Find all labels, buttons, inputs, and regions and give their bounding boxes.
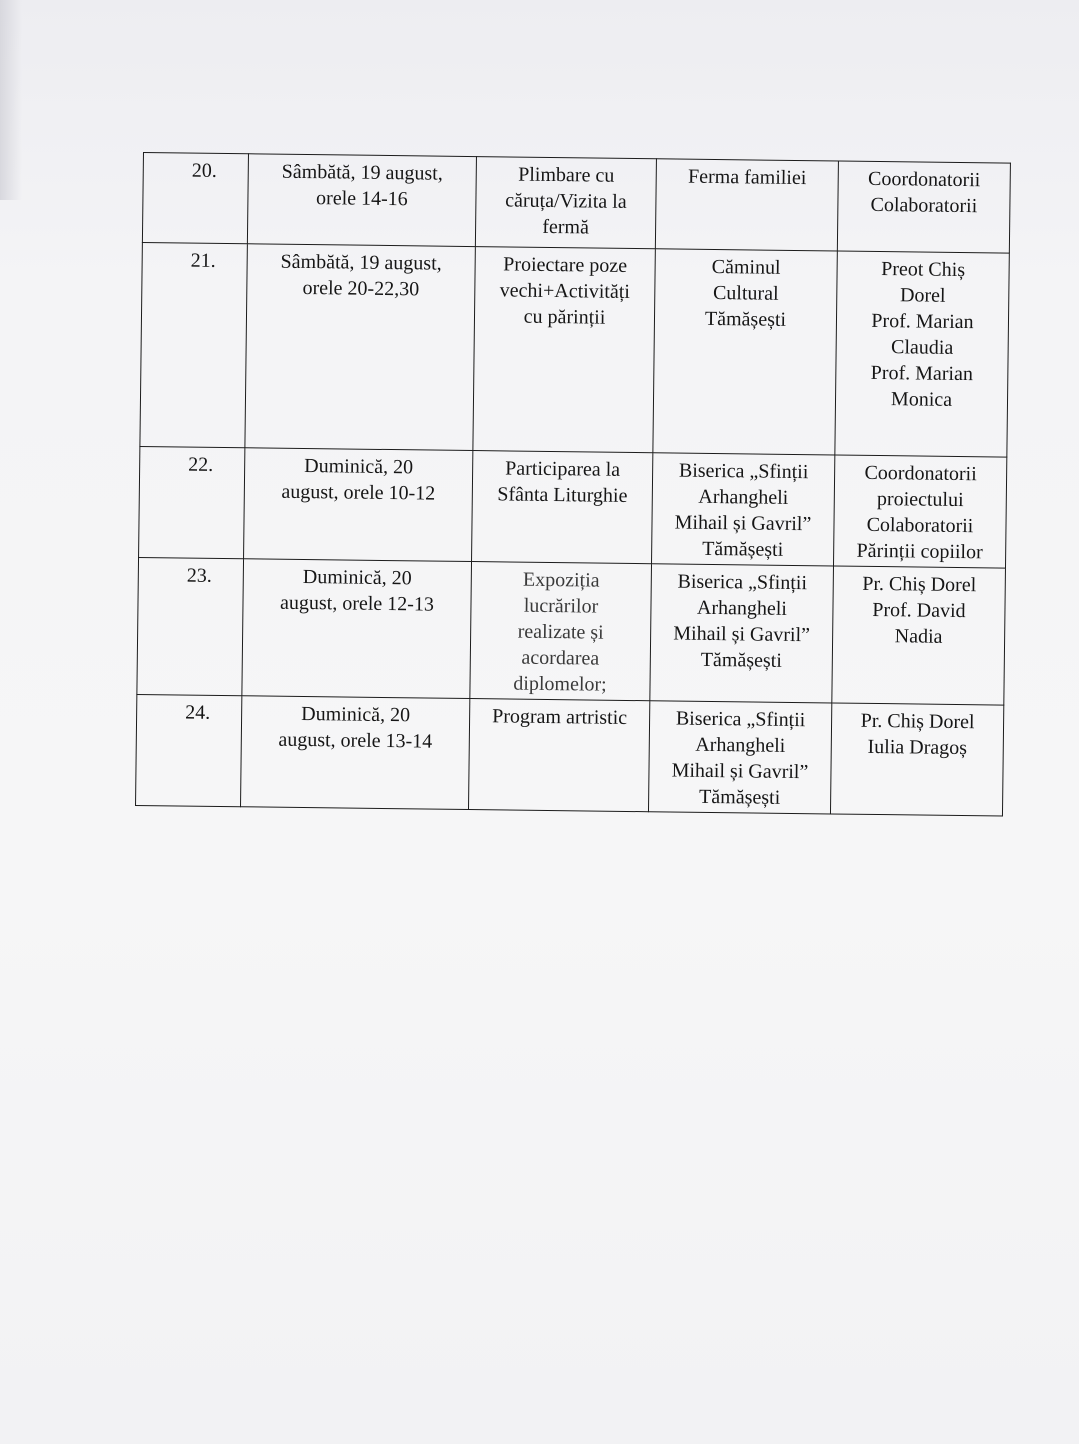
- row-place: Căminul Cultural Tămășești: [704, 255, 787, 331]
- place-cell: [655, 159, 838, 251]
- row-number-cell: [139, 446, 245, 558]
- responsible-cell: [832, 566, 1006, 705]
- table-row: [142, 153, 1010, 254]
- row-place: Ferma familiei: [687, 165, 807, 190]
- row-activity: Expoziția lucrărilor realizate și acordarea diplomelor;: [513, 568, 607, 696]
- row-number-cell: [136, 694, 242, 806]
- date-cell: [245, 244, 475, 451]
- row-activity: Plimbare cu căruța/Vizita la fermă: [505, 163, 627, 239]
- responsible-cell: [830, 703, 1003, 816]
- activity-cell: [468, 699, 649, 812]
- row-number-cell: [140, 242, 247, 447]
- table-row: [140, 242, 1009, 457]
- row-activity: Proiectare poze vechi+Activități cu părinții: [499, 253, 631, 329]
- activity-cell: [472, 451, 653, 564]
- place-cell: [648, 701, 831, 814]
- date-cell: [242, 559, 472, 699]
- date-cell: [247, 154, 476, 247]
- row-activity: Participarea la Sfânta Liturghie: [497, 457, 628, 507]
- table-row: [137, 557, 1006, 705]
- row-number: 20.: [191, 159, 217, 182]
- activity-cell: [475, 157, 656, 249]
- row-date: Duminică, 20 august, orele 10-12: [281, 454, 436, 505]
- table-row: [139, 446, 1007, 568]
- schedule-table: [135, 152, 1011, 817]
- row-date: Duminică, 20 august, orele 12-13: [279, 565, 435, 616]
- table-row: [136, 694, 1004, 816]
- row-date: Sâmbătă, 19 august, orele 14-16: [281, 160, 443, 211]
- row-activity: Program artristic: [492, 705, 628, 729]
- row-responsible: Coordonatorii proiectului Colaboratorii Părinții copiilor: [856, 461, 983, 564]
- row-number: 24.: [185, 701, 211, 724]
- date-cell: [241, 696, 470, 810]
- place-cell: [650, 564, 834, 703]
- date-cell: [244, 448, 473, 562]
- row-place: Biserica „Sfinții Arhangheli Mihail și Gavril” Tămășești: [673, 570, 811, 672]
- row-place: Biserica „Sfinții Arhangheli Mihail și Gavril” Tămășești: [674, 459, 812, 561]
- activity-cell: [470, 562, 652, 701]
- row-number: 21.: [190, 249, 216, 272]
- responsible-cell: [835, 251, 1009, 457]
- responsible-cell: [837, 161, 1010, 253]
- row-place: Biserica „Sfinții Arhangheli Mihail și Gavril” Tămășești: [671, 707, 809, 809]
- row-responsible: Coordonatorii Colaboratorii: [867, 167, 981, 218]
- row-number: 22.: [188, 453, 214, 476]
- row-responsible: Pr. Chiș Dorel Iulia Dragoș: [860, 709, 975, 760]
- place-cell: [653, 249, 837, 455]
- row-number-cell: [142, 153, 248, 244]
- responsible-cell: [833, 455, 1006, 568]
- page-edge-shadow: [0, 0, 22, 200]
- place-cell: [652, 453, 835, 566]
- row-responsible: Pr. Chiș Dorel Prof. David Nadia: [862, 572, 977, 648]
- row-responsible: Preot Chiș Dorel Prof. Marian Claudia Prof. Marian Monica: [870, 258, 974, 411]
- row-date: Sâmbătă, 19 august, orele 20-22,30: [280, 250, 442, 301]
- row-number: 23.: [186, 564, 212, 587]
- activity-cell: [473, 247, 655, 453]
- row-number-cell: [137, 557, 244, 695]
- row-date: Duminică, 20 august, orele 13-14: [278, 702, 433, 753]
